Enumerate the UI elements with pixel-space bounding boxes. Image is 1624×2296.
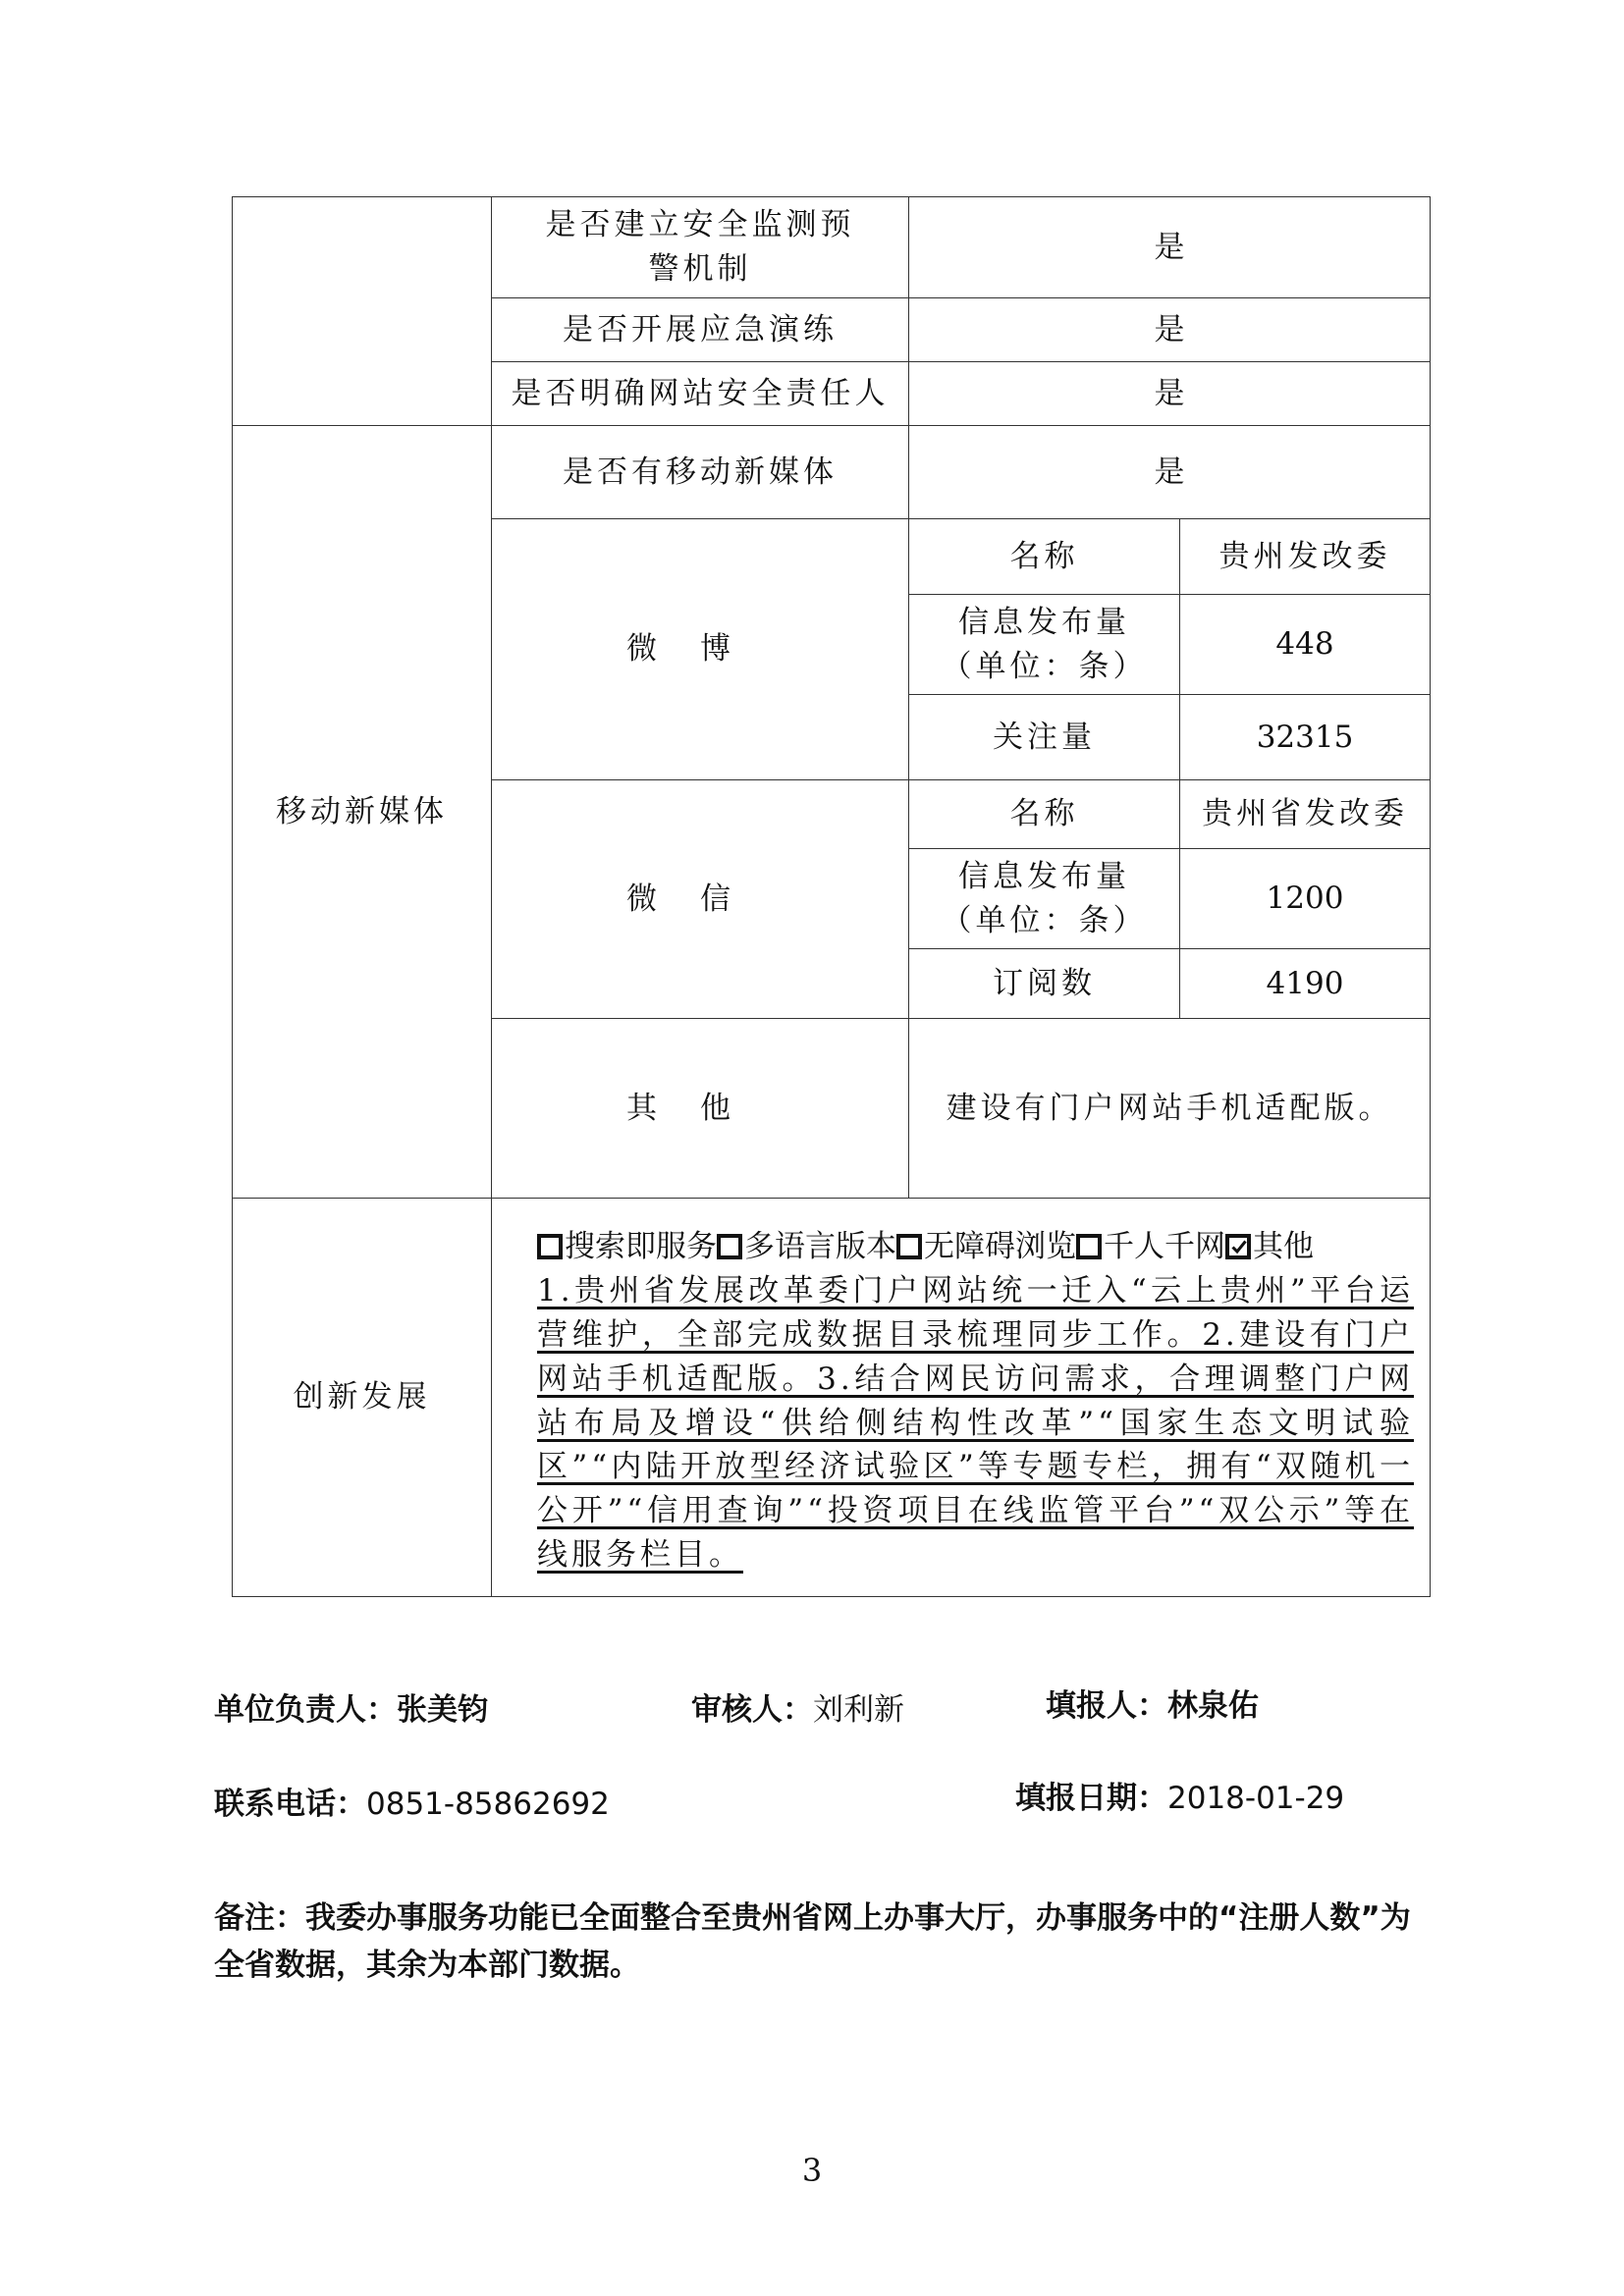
option-other [1225, 1229, 1314, 1264]
weixin-publish-label-line1: 信息发布量 [958, 858, 1130, 894]
has-mobile-label: 是否有移动新媒体 [492, 426, 909, 519]
innovation-options [537, 1225, 1414, 1269]
phone-label: 联系电话： [214, 1787, 366, 1822]
reviewer-label: 审核人： [691, 1692, 813, 1728]
weibo-name-value: 贵州发改委 [1180, 519, 1431, 595]
checkbox-icon [537, 1234, 563, 1259]
weibo-name-label: 名称 [909, 519, 1180, 595]
emergency-drill-label: 是否开展应急演练 [492, 298, 909, 362]
checkbox-icon [717, 1234, 742, 1259]
innovation-description: 1.贵州省发展改革委门户网站统一迁入“云上贵州”平台运营维护，全部完成数据目录梳理同步工作。2.建设有门户网站手机适配版。3.结合网民访问需求，合理调整门户网站布局及增设“供给侧结构性改革”“国家生态文明试验区”“内陆开放型经济试验区”等专题专栏，拥有“双随机一公开”“信用查询”“投资项目在线监管平台”“双公示”等在线服务栏目。 [537, 1272, 1414, 1574]
fill-date [1015, 1773, 1344, 1817]
innovation-section-label: 创新发展 [233, 1199, 492, 1597]
unit-head-label: 单位负责人： [214, 1692, 397, 1728]
option-label: 搜索即服务 [565, 1228, 717, 1264]
remark-note: 备注：我委办事服务功能已全面整合至贵州省网上办事大厅，办事服务中的“注册人数”为全省数据，其余为本部门数据。 [214, 1900, 1411, 1984]
weibo-label: 微博 [492, 519, 909, 780]
phone-value: 0851-85862692 [366, 1787, 610, 1822]
innovation-content [492, 1199, 1431, 1597]
weixin-subscribe-label: 订阅数 [909, 949, 1180, 1019]
weixin-publish-label-line2: （单位：条） [941, 902, 1148, 938]
security-monitoring-value: 是 [909, 197, 1431, 298]
filler-value: 林泉佑 [1167, 1688, 1259, 1724]
unit-head-value: 张美钧 [397, 1692, 488, 1728]
date-label: 填报日期： [1015, 1781, 1167, 1816]
weibo-publish-value: 448 [1180, 595, 1431, 695]
checkbox-icon [1076, 1234, 1102, 1259]
option-personalized [1076, 1229, 1225, 1264]
checked-checkbox-icon [1225, 1234, 1251, 1259]
weixin-label: 微信 [492, 780, 909, 1019]
security-officer-label: 是否明确网站安全责任人 [492, 362, 909, 426]
weixin-name-value: 贵州省发改委 [1180, 780, 1431, 849]
table-row [233, 1199, 1431, 1597]
website-report-table [232, 196, 1431, 1597]
filler [1046, 1681, 1259, 1725]
weixin-subscribe-value: 4190 [1180, 949, 1431, 1019]
option-label: 其他 [1253, 1228, 1314, 1264]
table-row [233, 197, 1431, 298]
page-number: 3 [801, 2152, 823, 2189]
weibo-follow-value: 32315 [1180, 695, 1431, 780]
option-label: 多语言版本 [744, 1228, 896, 1264]
reviewer-value: 刘利新 [813, 1692, 904, 1728]
weibo-follow-label: 关注量 [909, 695, 1180, 780]
table-row [233, 426, 1431, 519]
has-mobile-value: 是 [909, 426, 1431, 519]
emergency-drill-value: 是 [909, 298, 1431, 362]
weibo-publish-label-line2: （单位：条） [941, 648, 1148, 684]
option-accessibility [896, 1229, 1076, 1264]
option-label: 千人千网 [1104, 1228, 1225, 1264]
security-section-cell [233, 197, 492, 426]
weibo-publish-label [909, 595, 1180, 695]
filler-label: 填报人： [1046, 1688, 1167, 1724]
weixin-publish-value: 1200 [1180, 849, 1431, 949]
weixin-name-label: 名称 [909, 780, 1180, 849]
option-label: 无障碍浏览 [924, 1228, 1076, 1264]
reviewer [691, 1684, 904, 1729]
security-officer-value: 是 [909, 362, 1431, 426]
other-value: 建设有门户网站手机适配版。 [909, 1019, 1431, 1199]
weixin-publish-label [909, 849, 1180, 949]
option-multilingual [717, 1229, 896, 1264]
contact-phone [214, 1779, 610, 1823]
weibo-publish-label-line1: 信息发布量 [958, 604, 1130, 640]
option-search-service [537, 1229, 717, 1264]
unit-head [214, 1684, 488, 1729]
date-value: 2018-01-29 [1167, 1781, 1345, 1816]
other-label: 其他 [492, 1019, 909, 1199]
checkbox-icon [896, 1234, 922, 1259]
security-monitoring-label: 是否建立安全监测预警机制 [492, 197, 909, 298]
mobile-section-label: 移动新媒体 [233, 426, 492, 1199]
